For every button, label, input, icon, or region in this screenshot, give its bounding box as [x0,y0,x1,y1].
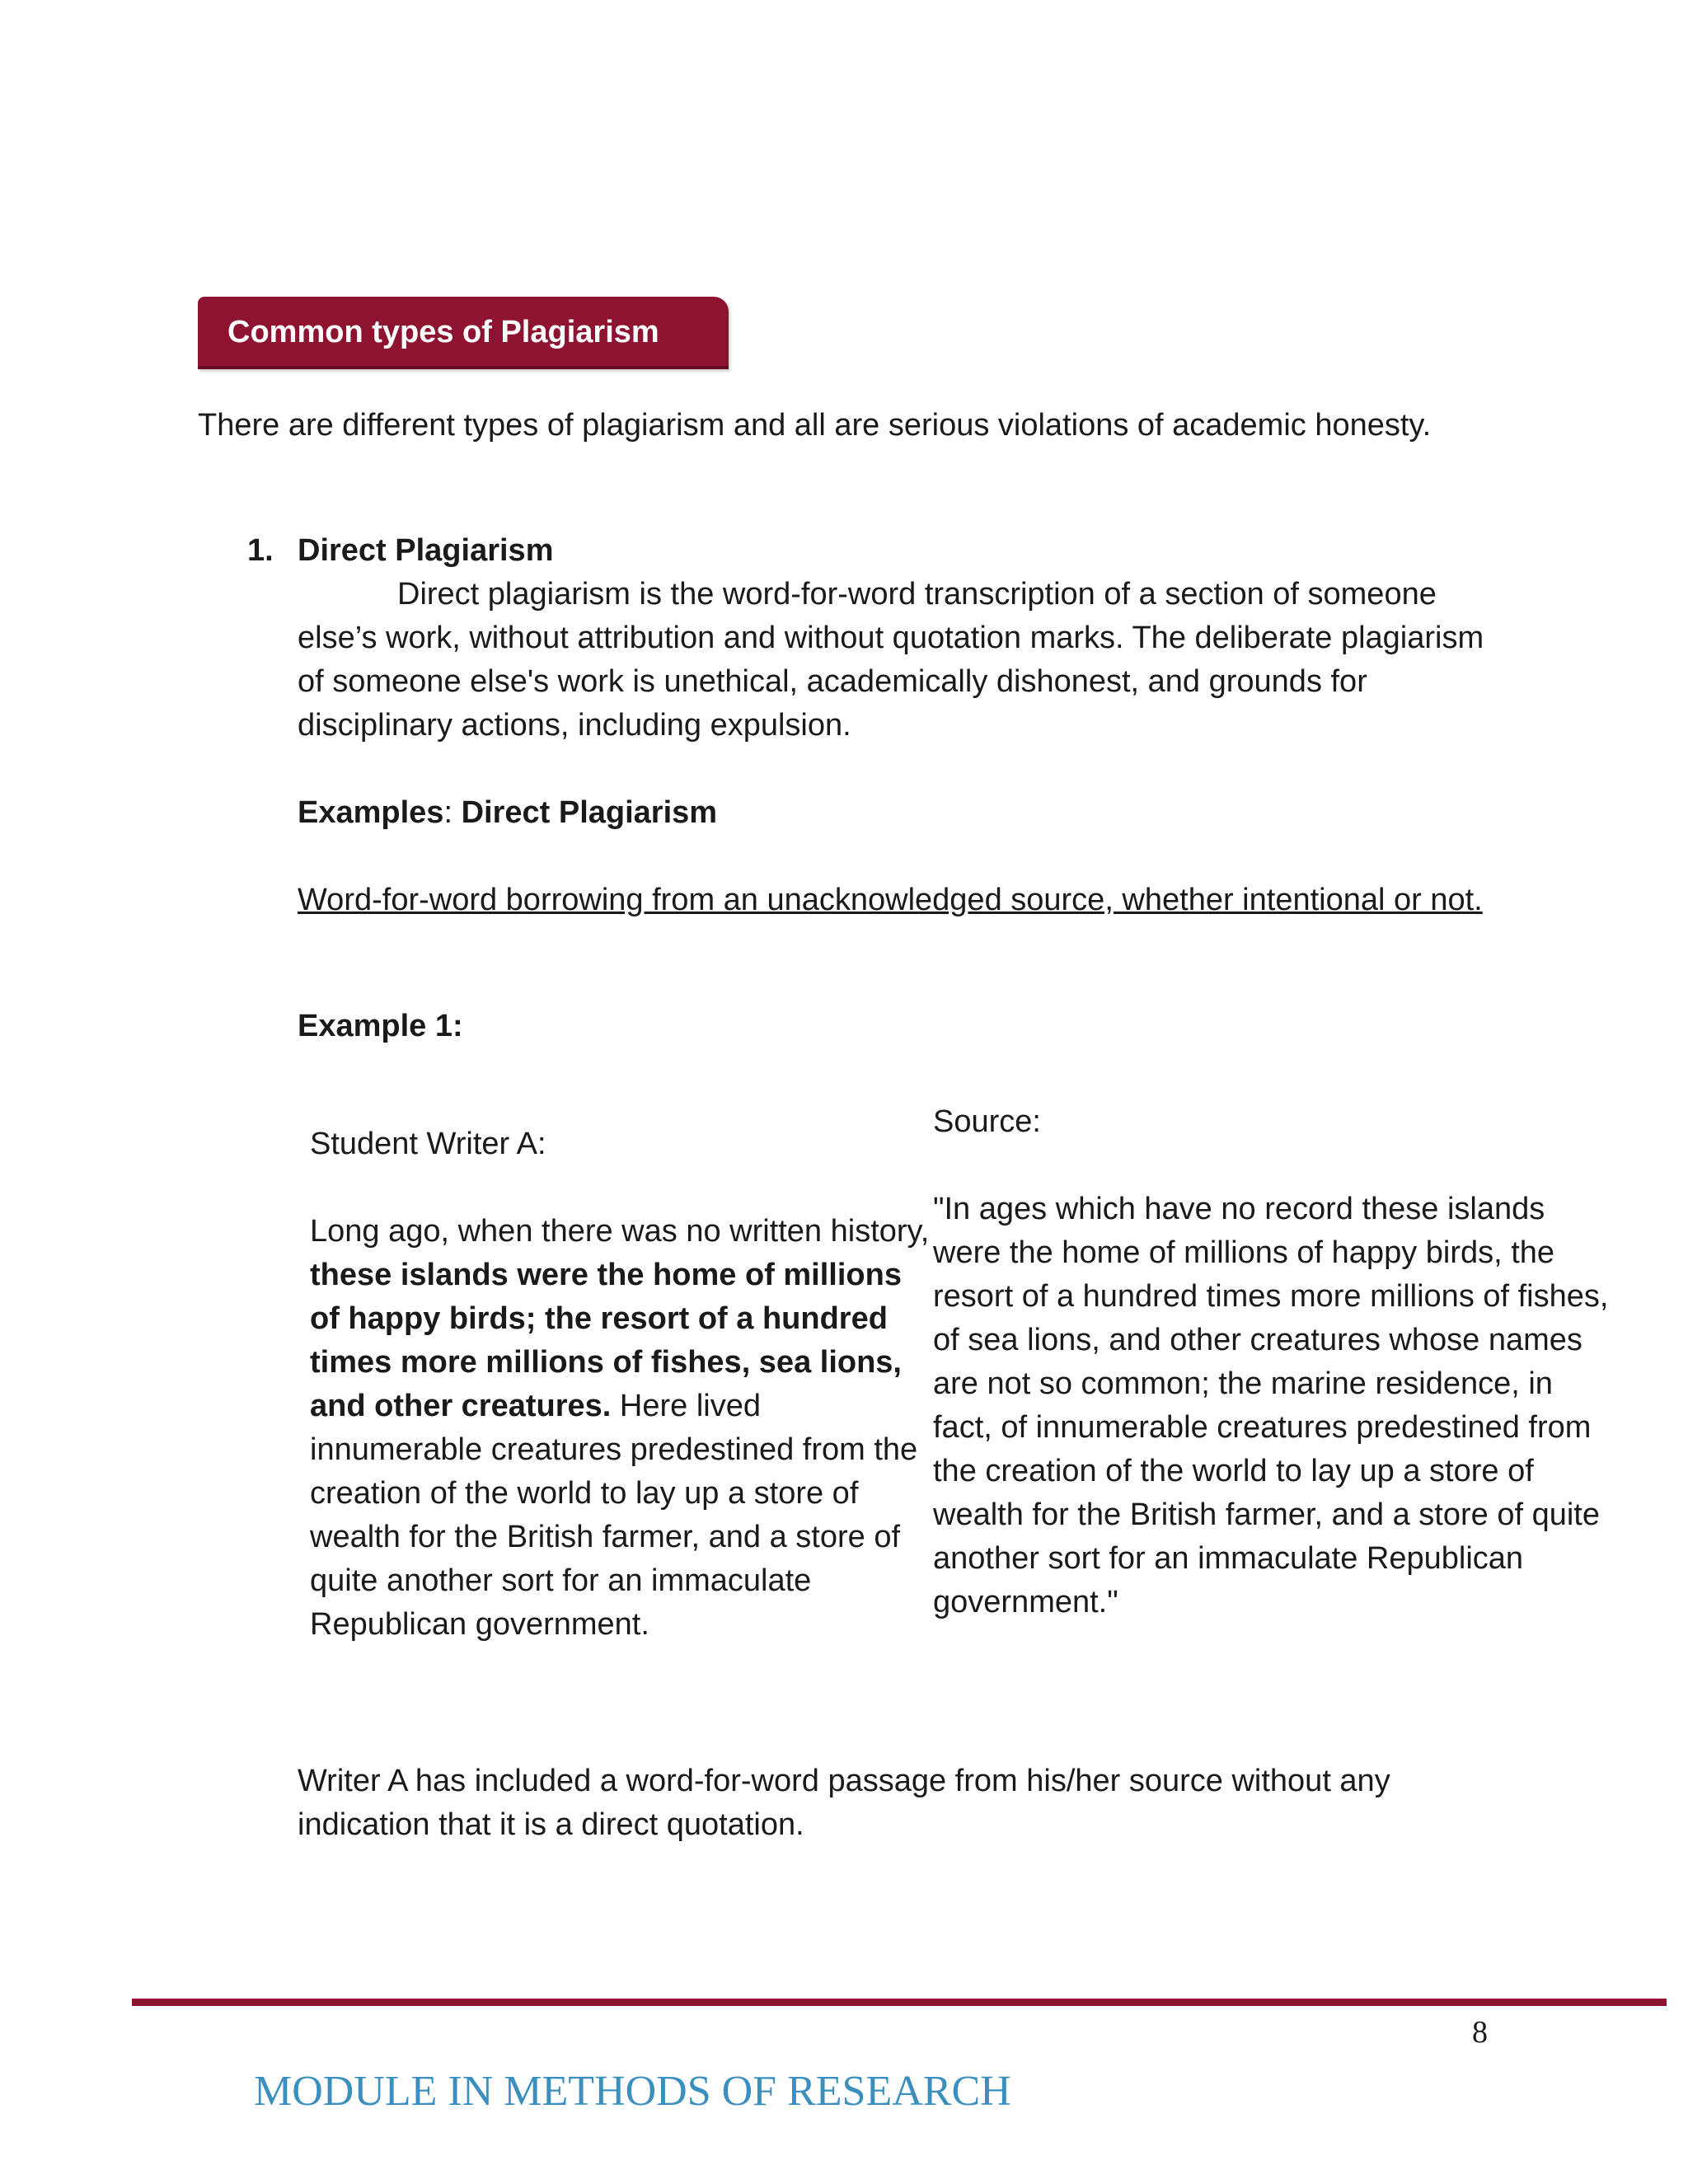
page-number: 8 [1472,2015,1488,2050]
student-text-bold: these islands were the home of millions of happy birds; the resort of a hundred times more millions of fishes, sea lions, and other creatures. [310,1258,902,1423]
student-column [310,1122,936,1647]
source-column [933,1100,1617,1624]
examples-label: Examples [298,795,444,830]
section-tab [198,297,729,369]
footer-divider [132,1999,1667,2006]
examples-heading [298,791,717,835]
conclusion-paragraph: Writer A has included a word-for-word passage from his/her source without any indication that it is a direct quotation. [298,1764,1390,1842]
section-tab-label: Common types of Plagiarism [227,315,659,349]
student-label: Student Writer A: [310,1127,546,1161]
examples-topic: Direct Plagiarism [461,795,718,830]
source-label: Source: [933,1104,1041,1139]
student-passage [310,1210,936,1647]
intro-paragraph: There are different types of plagiarism and all are serious violations of academic honesty. [198,408,1432,443]
list-heading: Direct Plagiarism [298,533,554,568]
student-text-before: Long ago, when there was no written history, [310,1214,930,1249]
example-1-label: Example 1: [298,1009,463,1043]
student-text-after: Here lived innumerable creatures predestined from the creation of the world to lay up a store of wealth for the British farmer, and a store of quite another sort for an immaculate Republican government. [310,1389,918,1642]
examples-subheading: Word-for-word borrowing from an unacknowledged source, whether intentional or not. [298,883,1483,917]
source-passage: "In ages which have no record these islands were the home of millions of happy birds, the resort of a hundred times more millions of fishes, of sea lions, and other creatures whose names are not so common; the marine residence, in fact, of innumerable creatures predestined from the creation of the world to lay up a store of wealth for the British farmer, and a store of quite another sort for an immaculate Republican government." [933,1192,1609,1619]
module-title: MODULE IN METHODS OF RESEARCH [254,2068,1011,2115]
definition-paragraph: Direct plagiarism is the word-for-word transcription of a section of someone else’s work, without attribution and without quotation marks. The deliberate plagiarism of someone else's work is unethical, academically dishonest, and grounds for disciplinary actions, including expulsion. [298,577,1484,743]
examples-separator: : [443,795,462,830]
list-number: 1. [247,533,274,568]
